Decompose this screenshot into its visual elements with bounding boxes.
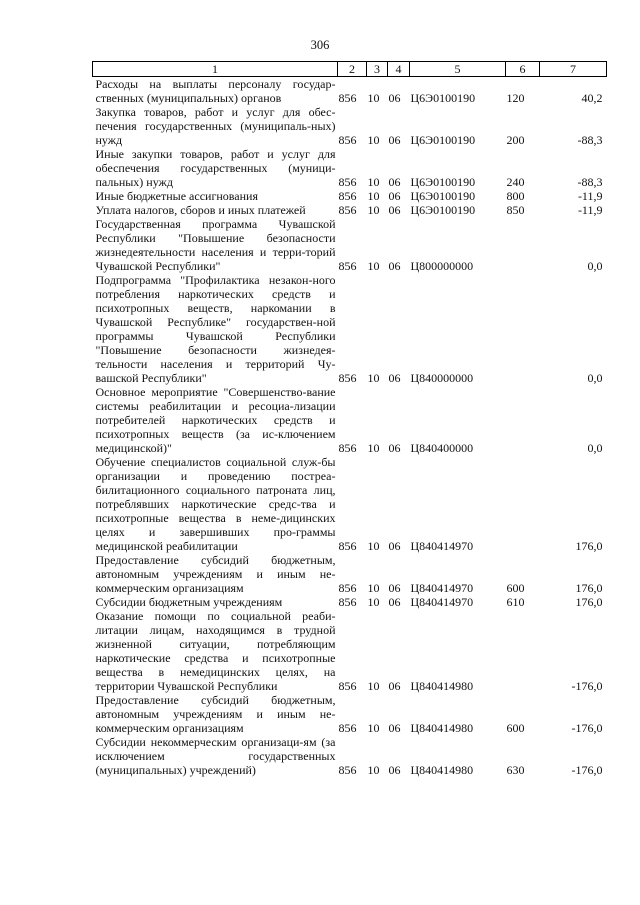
row-name: Иные закупки товаров, работ и услуг для обеспечения государственных (муници-пальных) нужд bbox=[95, 147, 336, 189]
header-col-1: 1 bbox=[93, 62, 338, 77]
row-name: Обучение специалистов социальной служ-бы организации и проведению постреа-билитационного социального патроната лиц, потреблявших наркотические средс-тва и психотропные вещества в неме-дицинских целях и завершивших про-граммы медицинской реабилитации bbox=[95, 455, 336, 553]
row-subsection-code: 06 bbox=[388, 259, 401, 273]
header-col-5: 5 bbox=[410, 62, 506, 77]
table-row bbox=[93, 147, 607, 189]
row-name: Основное мероприятие "Совершенство-вание системы реабилитации и ресоциа-лизации потребителей наркотических средств и психотропных веществ (за ис-ключением медицинской)" bbox=[95, 385, 336, 455]
header-col-4: 4 bbox=[388, 62, 410, 77]
row-ministry-code: 856 bbox=[338, 175, 357, 189]
row-expense-type-code: 200 bbox=[506, 133, 525, 147]
row-name: Уплата налогов, сборов и иных платежей bbox=[95, 203, 306, 217]
row-target-article-code: Ц800000000 bbox=[410, 259, 474, 273]
header-col-7: 7 bbox=[540, 62, 607, 77]
header-col-6: 6 bbox=[506, 62, 540, 77]
budget-table bbox=[92, 61, 607, 777]
row-amount: 40,2 bbox=[581, 91, 603, 105]
row-section-code: 10 bbox=[367, 581, 380, 595]
table-row bbox=[93, 553, 607, 595]
table-row bbox=[93, 455, 607, 553]
table-row bbox=[93, 735, 607, 777]
row-name: Расходы на выплаты персоналу государ-ственных (муниципальных) органов bbox=[95, 77, 336, 105]
row-name: Иные бюджетные ассигнования bbox=[95, 189, 258, 203]
row-amount: -176,0 bbox=[571, 679, 603, 693]
row-section-code: 10 bbox=[367, 679, 380, 693]
row-subsection-code: 06 bbox=[388, 581, 401, 595]
table-row bbox=[93, 105, 607, 147]
row-target-article-code: Ц840414970 bbox=[410, 581, 474, 595]
row-ministry-code: 856 bbox=[338, 721, 357, 735]
row-name: Предоставление субсидий бюджетным, автономным учреждениям и иным не-коммерческим организациям bbox=[95, 553, 336, 595]
row-ministry-code: 856 bbox=[338, 595, 357, 609]
row-subsection-code: 06 bbox=[388, 133, 401, 147]
table-row bbox=[93, 77, 607, 106]
header-col-3: 3 bbox=[367, 62, 388, 77]
table-header bbox=[93, 62, 607, 77]
row-name: Субсидии некоммерческим организаци-ям (за исключением государственных (муниципальных) учреждений) bbox=[95, 735, 336, 777]
row-ministry-code: 856 bbox=[338, 259, 357, 273]
row-expense-type-code: 630 bbox=[506, 763, 525, 777]
row-ministry-code: 856 bbox=[338, 581, 357, 595]
row-subsection-code: 06 bbox=[388, 679, 401, 693]
row-amount: 176,0 bbox=[575, 539, 603, 553]
row-section-code: 10 bbox=[367, 203, 380, 217]
row-expense-type-code: 120 bbox=[506, 91, 525, 105]
row-expense-type-code bbox=[506, 385, 540, 455]
row-expense-type-code bbox=[506, 273, 540, 385]
row-ministry-code: 856 bbox=[338, 133, 357, 147]
row-amount: -88,3 bbox=[577, 133, 603, 147]
row-name: Закупка товаров, работ и услуг для обес-печения государственных (муниципаль-ных) нужд bbox=[95, 105, 336, 147]
table-row bbox=[93, 217, 607, 273]
table-row bbox=[93, 273, 607, 385]
row-target-article-code: Ц840400000 bbox=[410, 441, 474, 455]
table-row bbox=[93, 385, 607, 455]
table-row bbox=[93, 693, 607, 735]
row-ministry-code: 856 bbox=[338, 441, 357, 455]
row-ministry-code: 856 bbox=[338, 679, 357, 693]
table-row bbox=[93, 203, 607, 217]
row-section-code: 10 bbox=[367, 91, 380, 105]
row-subsection-code: 06 bbox=[388, 721, 401, 735]
row-expense-type-code: 800 bbox=[506, 189, 525, 203]
row-section-code: 10 bbox=[367, 175, 380, 189]
row-name: Предоставление субсидий бюджетным, автономным учреждениям и иным не-коммерческим организациям bbox=[95, 693, 336, 735]
row-ministry-code: 856 bbox=[338, 203, 357, 217]
row-subsection-code: 06 bbox=[388, 91, 401, 105]
row-name: Оказание помощи по социальной реаби-литации лицам, находящимся в трудной жизненной ситуации, потребляющим наркотические средства и психотропные вещества в немедицинских целях, на территории Чувашской Республики bbox=[95, 609, 336, 693]
row-section-code: 10 bbox=[367, 721, 380, 735]
row-expense-type-code: 600 bbox=[506, 721, 525, 735]
row-target-article-code: Ц840414970 bbox=[410, 595, 474, 609]
row-name: Государственная программа Чувашской Республики "Повышение безопасности жизнедеятельности населения и терри-торий Чувашской Республики" bbox=[95, 217, 336, 273]
row-target-article-code: Ц6Э0100190 bbox=[410, 133, 476, 147]
row-expense-type-code: 850 bbox=[506, 203, 525, 217]
row-ministry-code: 856 bbox=[338, 189, 357, 203]
row-ministry-code: 856 bbox=[338, 539, 357, 553]
row-section-code: 10 bbox=[367, 595, 380, 609]
row-expense-type-code bbox=[506, 455, 540, 553]
row-amount: -88,3 bbox=[577, 175, 603, 189]
row-expense-type-code: 240 bbox=[506, 175, 525, 189]
row-section-code: 10 bbox=[367, 539, 380, 553]
row-expense-type-code bbox=[506, 217, 540, 273]
row-amount: -11,9 bbox=[577, 203, 603, 217]
row-subsection-code: 06 bbox=[388, 539, 401, 553]
row-ministry-code: 856 bbox=[338, 763, 357, 777]
row-subsection-code: 06 bbox=[388, 595, 401, 609]
table-row bbox=[93, 595, 607, 609]
row-subsection-code: 06 bbox=[388, 371, 401, 385]
row-target-article-code: Ц840414980 bbox=[410, 679, 474, 693]
row-ministry-code: 856 bbox=[338, 91, 357, 105]
row-name: Подпрограмма "Профилактика незакон-ного потребления наркотических средств и психотропных веществ, наркомании в Чувашской Республике" государствен-ной программы Чувашской Республики "Повышение безопасности жизнедея-тельности населения и территорий Чу-вашской Республики" bbox=[95, 273, 336, 385]
row-expense-type-code bbox=[506, 609, 540, 693]
row-amount: 0,0 bbox=[587, 259, 603, 273]
row-target-article-code: Ц6Э0100190 bbox=[410, 91, 476, 105]
row-subsection-code: 06 bbox=[388, 763, 401, 777]
row-subsection-code: 06 bbox=[388, 189, 401, 203]
table-row bbox=[93, 189, 607, 203]
row-amount: 0,0 bbox=[587, 371, 603, 385]
row-amount: 176,0 bbox=[575, 595, 603, 609]
row-target-article-code: Ц6Э0100190 bbox=[410, 203, 476, 217]
row-target-article-code: Ц840414980 bbox=[410, 721, 474, 735]
row-subsection-code: 06 bbox=[388, 203, 401, 217]
row-target-article-code: Ц840414980 bbox=[410, 763, 474, 777]
row-subsection-code: 06 bbox=[388, 175, 401, 189]
row-amount: -176,0 bbox=[571, 763, 603, 777]
table-row bbox=[93, 609, 607, 693]
page-number: 306 bbox=[310, 38, 330, 52]
row-ministry-code: 856 bbox=[338, 371, 357, 385]
row-target-article-code: Ц6Э0100190 bbox=[410, 175, 476, 189]
row-section-code: 10 bbox=[367, 763, 380, 777]
row-target-article-code: Ц6Э0100190 bbox=[410, 189, 476, 203]
row-expense-type-code: 610 bbox=[506, 595, 525, 609]
row-amount: -176,0 bbox=[571, 721, 603, 735]
row-section-code: 10 bbox=[367, 371, 380, 385]
row-amount: 0,0 bbox=[587, 441, 603, 455]
row-name: Субсидии бюджетным учреждениям bbox=[95, 595, 283, 609]
row-target-article-code: Ц840000000 bbox=[410, 371, 474, 385]
row-target-article-code: Ц840414970 bbox=[410, 539, 474, 553]
row-expense-type-code: 600 bbox=[506, 581, 525, 595]
row-section-code: 10 bbox=[367, 133, 380, 147]
row-section-code: 10 bbox=[367, 441, 380, 455]
header-row bbox=[93, 62, 607, 77]
row-amount: 176,0 bbox=[575, 581, 603, 595]
row-subsection-code: 06 bbox=[388, 441, 401, 455]
row-section-code: 10 bbox=[367, 189, 380, 203]
row-section-code: 10 bbox=[367, 259, 380, 273]
table-body bbox=[93, 77, 607, 778]
row-amount: -11,9 bbox=[577, 189, 603, 203]
header-col-2: 2 bbox=[338, 62, 367, 77]
